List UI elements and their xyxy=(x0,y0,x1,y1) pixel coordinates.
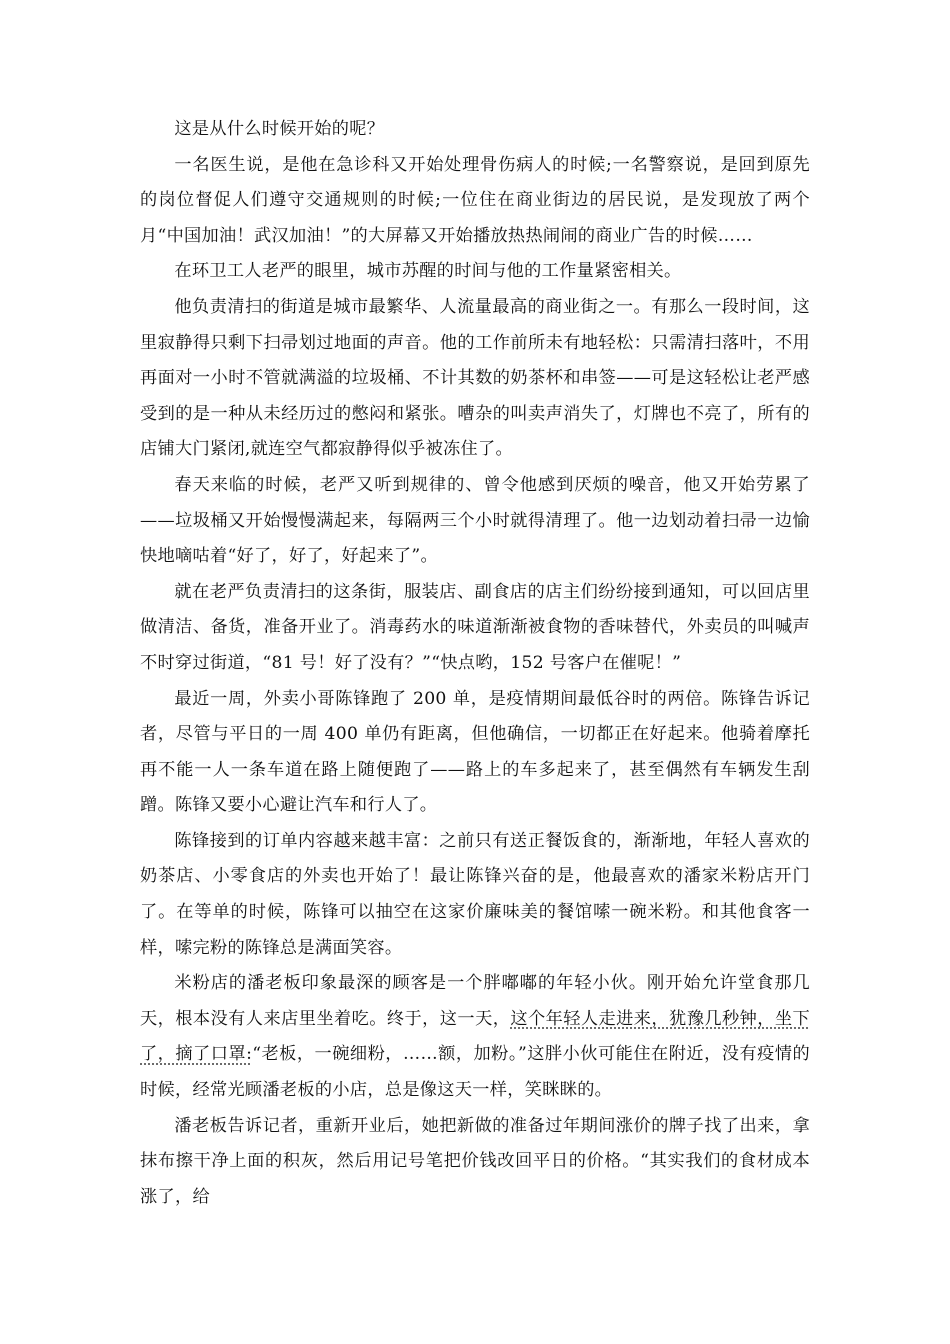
paragraph-9-text-before: 米粉店的潘老板印象最深的顾客是一个胖嘟嘟的年轻小伙。刚开始允许堂食那几天，根本没有人来店里坐着吃。终于，这一天， xyxy=(140,973,810,1029)
paragraph-6: 就在老严负责清扫的这条街，服装店、副食店的店主们纷纷接到通知，可以回店里做清洁、备货，准备开业了。消毒药水的味道渐渐被食物的香味替代，外卖员的叫喊声不时穿过街道，“81 号！好了没有？”“快点哟，152 号客户在催呢！” xyxy=(140,581,810,673)
paragraph-3: 在环卫工人老严的眼里，城市苏醒的时间与他的工作量紧密相关。 xyxy=(174,261,682,282)
article-body xyxy=(140,112,810,1215)
paragraph-9 xyxy=(140,966,810,1108)
paragraph-4: 他负责清扫的街道是城市最繁华、人流量最高的商业街之一。有那么一段时间，这里寂静得只剩下扫帚划过地面的声音。他的工作前所未有地轻松：只需清扫落叶，不用再面对一小时不管就满溢的垃圾桶、不计其数的奶茶杯和串签——可是这轻松让老严感受到的是一种从未经历过的憋闷和紧张。嘈杂的叫卖声消失了，灯牌也不亮了，所有的店铺大门紧闭,就连空气都寂静得似乎被冻住了。 xyxy=(140,296,810,460)
paragraph-10: 潘老板告诉记者，重新开业后，她把新做的准备过年期间涨价的牌子找了出来，拿抹布擦干净上面的积灰，然后用记号笔把价钱改回平日的价格。“其实我们的食材成本涨了，给 xyxy=(140,1115,810,1207)
paragraph-5: 春天来临的时候，老严又听到规律的、曾令他感到厌烦的噪音，他又开始劳累了——垃圾桶又开始慢慢满起来，每隔两三个小时就得清理了。他一边划动着扫帚一边愉快地嘀咕着“好了，好了，好起来了”。 xyxy=(140,474,810,567)
underlined-passage: 这个年轻人走进来，犹豫几秒钟，坐下了，摘了口罩: xyxy=(140,1008,810,1065)
paragraph-9-text-after: “老板，一碗细粉，……额，加粉。”这胖小伙可能住在附近，没有疫情的时候，经常光顾潘老板的小店，总是像这天一样，笑眯眯的。 xyxy=(140,1044,810,1101)
paragraph-2: 一名医生说，是他在急诊科又开始处理骨伤病人的时候;一名警察说，是回到原先的岗位督促人们遵守交通规则的时候;一位住在商业街边的居民说，是发现放了两个月“中国加油！武汉加油！”的大屏幕又开始播放热热闹闹的商业广告的时候…… xyxy=(140,154,810,246)
paragraph-7: 最近一周，外卖小哥陈锋跑了 200 单，是疫情期间最低谷时的两倍。陈锋告诉记者，尽管与平日的一周 400 单仍有距离，但他确信，一切都正在好起来。他骑着摩托再不能一人一条车道在路上随便跑了——路上的车多起来了，甚至偶然有车辆发生刮蹭。陈锋又要小心避让汽车和行人了。 xyxy=(140,688,810,816)
paragraph-8: 陈锋接到的订单内容越来越丰富：之前只有送正餐饭食的，渐渐地，年轻人喜欢的奶茶店、小零食店的外卖也开始了！最让陈锋兴奋的是，他最喜欢的潘家米粉店开门了。在等单的时候，陈锋可以抽空在这家价廉味美的餐馆嗦一碗米粉。和其他食客一样，嗦完粉的陈锋总是满面笑容。 xyxy=(140,830,810,958)
paragraph-1: 这是从什么时候开始的呢？ xyxy=(174,119,385,139)
